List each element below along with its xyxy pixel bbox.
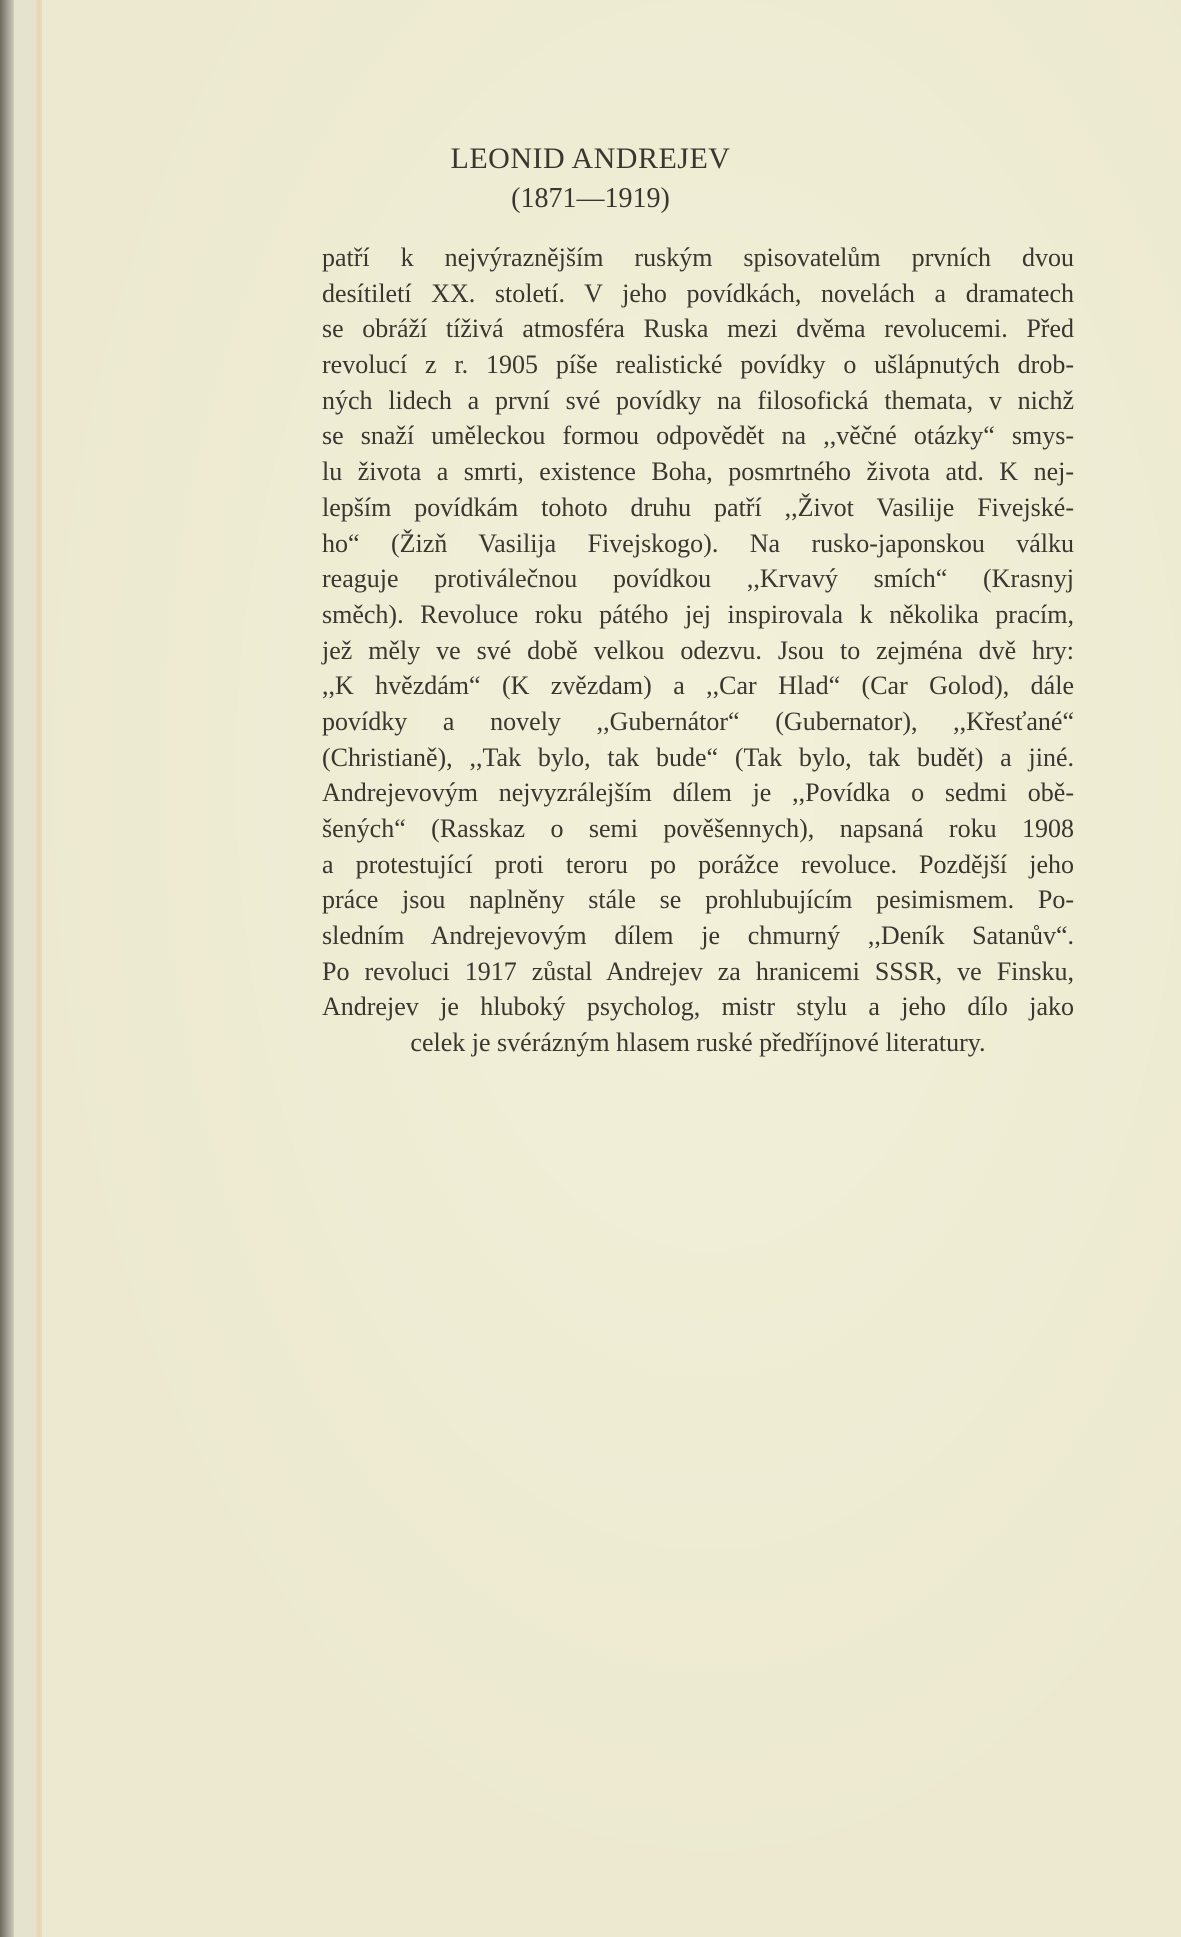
text-line: desítiletí XX. století. V jeho povídkách, novelách a dramatech — [322, 278, 1074, 308]
text-line: lepším povídkám tohoto druhu patří ,,Život Vasilije Fivejské- — [322, 492, 1074, 522]
binding-edge-line — [36, 0, 42, 1937]
page-title: LEONID ANDREJEV — [450, 142, 731, 175]
text-line: ných lidech a první své povídky na filosofická themata, v nichž — [322, 385, 1074, 415]
binding-margin — [14, 0, 38, 1937]
text-line: lu života a smrti, existence Boha, posmrtného života atd. K nej- — [322, 457, 1074, 487]
text-line: šených“ (Rasskaz o semi pověšennych), napsaná roku 1908 — [322, 814, 1074, 843]
biography-paragraph — [322, 240, 1074, 1061]
text-line: reaguje protiválečnou povídkou ,,Krvavý smích“ (Krasnyj — [322, 564, 1074, 594]
text-line: ho“ (Žizň Vasilija Fivejskogo). Na rusko-japonskou válku — [322, 528, 1074, 558]
text-line: sledním Andrejevovým dílem je chmurný ,,Deník Satanův“. — [322, 921, 1074, 951]
binding-shadow — [0, 0, 14, 1937]
text-line: se snaží uměleckou formou odpovědět na ,,věčné otázky“ smys- — [322, 421, 1074, 451]
life-dates: (1871—1919) — [511, 183, 670, 214]
text-line: povídky a novely ,,Gubernátor“ (Gubernator), ,,Křesťané“ — [322, 706, 1074, 736]
text-line: (Christianě), ,,Tak bylo, tak bude“ (Tak bylo, tak budět) a jiné. — [322, 742, 1074, 772]
text-line: Andrejevovým nejvyzrálejším dílem je ,,Povídka o sedmi obě- — [322, 778, 1074, 808]
text-line: Andrejev je hluboký psycholog, mistr stylu a jeho dílo jako — [322, 992, 1074, 1022]
text-line: revolucí z r. 1905 píše realistické povídky o ušlápnutých drob- — [322, 350, 1074, 380]
text-line: patří k nejvýraznějším ruským spisovatelům prvních dvou — [322, 243, 1074, 272]
text-line: práce jsou naplněny stále se prohlubujícím pesimismem. Po- — [322, 885, 1074, 915]
text-line: Po revoluci 1917 zůstal Andrejev za hranicemi SSSR, ve Finsku, — [322, 956, 1074, 986]
text-line: směch). Revoluce roku pátého jej inspirovala k několika pracím, — [322, 599, 1074, 629]
text-line: ,,K hvězdám“ (K zvězdam) a ,,Car Hlad“ (Car Golod), dále — [322, 671, 1074, 701]
text-line: se obráží tíživá atmosféra Ruska mezi dvěma revolucemi. Před — [322, 314, 1074, 344]
text-line-last: celek je svérázným hlasem ruské předříjnové literatury. — [410, 1028, 986, 1058]
text-line: jež měly ve své době velkou odezvu. Jsou to zejména dvě hry: — [322, 635, 1074, 665]
text-line: a protestující proti teroru po porážce revoluce. Pozdější jeho — [322, 849, 1074, 879]
